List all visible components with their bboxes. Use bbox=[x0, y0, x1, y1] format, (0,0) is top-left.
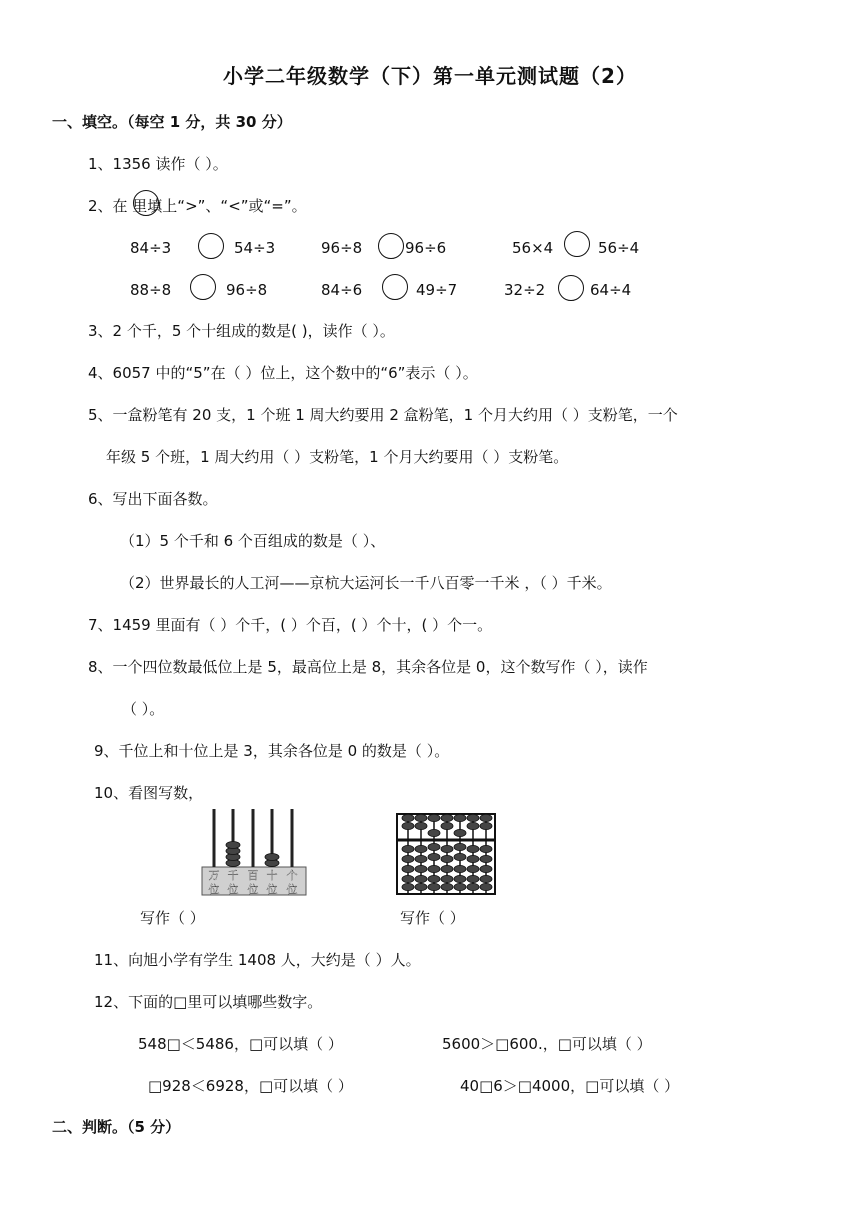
question-7: 7、1459 里面有（ ）个千，( ）个百，( ）个十，( ）个一。 bbox=[88, 616, 493, 634]
q2-expr: 96÷6 bbox=[405, 239, 447, 257]
abacus-bead bbox=[480, 883, 492, 890]
compare-circle[interactable] bbox=[198, 233, 224, 259]
q2-expr: 84÷3 bbox=[130, 239, 172, 257]
question-12-c: □928＜6928，□可以填（ ） bbox=[148, 1077, 353, 1095]
abacus-bead bbox=[441, 865, 453, 872]
compare-circle bbox=[133, 190, 159, 216]
q2-expr: 96÷8 bbox=[321, 239, 363, 257]
abacus-bead bbox=[428, 853, 440, 860]
abacus-bead bbox=[441, 822, 453, 829]
question-5-line-2: 年级 5 个班，1 周大约用（ ）支粉笔，1 个月大约要用（ ）支粉笔。 bbox=[106, 448, 569, 466]
abacus-bead bbox=[402, 883, 414, 890]
question-6-2: （2）世界最长的人工河——京杭大运河长一千八百零一千米 ，（ ）千米。 bbox=[120, 574, 612, 592]
compare-circle[interactable] bbox=[190, 274, 216, 300]
abacus-bead bbox=[467, 845, 479, 852]
abacus-bead bbox=[415, 822, 427, 829]
abacus-bead bbox=[415, 855, 427, 862]
place-label-suffix: 位 bbox=[286, 883, 298, 896]
abacus-bead bbox=[467, 814, 479, 821]
abacus-bead bbox=[454, 853, 466, 860]
place-label-suffix: 位 bbox=[208, 883, 220, 896]
place-label-suffix: 位 bbox=[247, 883, 259, 896]
page-title: 小学二年级数学（下）第一单元测试题（2） bbox=[223, 64, 637, 88]
abacus-bead bbox=[402, 865, 414, 872]
abacus-bead bbox=[441, 883, 453, 890]
place-label: 万 bbox=[208, 869, 220, 882]
compare-circle[interactable] bbox=[564, 231, 590, 257]
question-5-line-1: 5、一盒粉笔有 20 支，1 个班 1 周大约要用 2 盒粉笔，1 个月大约用（ ）支粉笔，一个 bbox=[88, 406, 678, 424]
abacus-bead bbox=[454, 875, 466, 882]
q2-expr: 56×4 bbox=[512, 239, 554, 257]
compare-circle[interactable] bbox=[378, 233, 404, 259]
abacus-bead bbox=[428, 843, 440, 850]
abacus-bead bbox=[454, 829, 466, 836]
abacus-bead bbox=[467, 822, 479, 829]
abacus-bead bbox=[402, 822, 414, 829]
question-8-line-1: 8、一个四位数最低位上是 5，最高位上是 8，其余各位是 0，这个数写作（ ），读作 bbox=[88, 658, 648, 676]
place-label-suffix: 位 bbox=[266, 883, 278, 896]
place-label: 千 bbox=[227, 869, 239, 882]
abacus-bead bbox=[454, 814, 466, 821]
compare-circle[interactable] bbox=[558, 275, 584, 301]
compare-circle[interactable] bbox=[382, 274, 408, 300]
question-11: 11、向旭小学有学生 1408 人，大约是（ ）人。 bbox=[94, 951, 421, 969]
q10-write-answer-1: 写作（ ） bbox=[140, 909, 205, 927]
abacus-bead bbox=[480, 865, 492, 872]
abacus-bead bbox=[415, 814, 427, 821]
place-label: 百 bbox=[247, 869, 259, 882]
q2-expr: 96÷8 bbox=[226, 281, 268, 299]
abacus-bead bbox=[454, 865, 466, 872]
abacus-bead bbox=[402, 855, 414, 862]
question-2: 2、在 里填上“>”、“<”或“=”。 bbox=[88, 197, 307, 215]
question-12: 12、下面的□里可以填哪些数字。 bbox=[94, 993, 323, 1011]
abacus-bead bbox=[428, 829, 440, 836]
question-12-b: 5600＞□600.，□可以填（ ） bbox=[442, 1035, 652, 1053]
abacus-bead bbox=[428, 814, 440, 821]
question-12-a: 548□＜5486，□可以填（ ） bbox=[138, 1035, 343, 1053]
abacus-bead bbox=[441, 875, 453, 882]
abacus-bead bbox=[467, 883, 479, 890]
section-2-heading: 二、判断。（5 分） bbox=[52, 1118, 181, 1136]
q2-expr: 49÷7 bbox=[416, 281, 458, 299]
abacus-bead bbox=[402, 845, 414, 852]
abacus-bead bbox=[402, 814, 414, 821]
q10-write-answer-2: 写作（ ） bbox=[400, 909, 465, 927]
abacus-bead bbox=[480, 845, 492, 852]
place-label-suffix: 位 bbox=[227, 883, 239, 896]
question-3: 3、2 个千，5 个十组成的数是( )，读作（ ）。 bbox=[88, 322, 395, 340]
question-6-1: （1）5 个千和 6 个百组成的数是（ ）、 bbox=[120, 532, 386, 550]
abacus-bead bbox=[441, 855, 453, 862]
q2-expr: 64÷4 bbox=[590, 281, 632, 299]
q2-expr: 88÷8 bbox=[130, 281, 172, 299]
abacus-bead bbox=[454, 843, 466, 850]
question-10: 10、看图写数， bbox=[94, 784, 204, 802]
abacus-bead bbox=[467, 855, 479, 862]
place-label: 十 bbox=[266, 869, 278, 882]
abacus-bead bbox=[441, 845, 453, 852]
abacus-bead bbox=[428, 883, 440, 890]
abacus-bead bbox=[480, 822, 492, 829]
abacus-bead bbox=[480, 814, 492, 821]
abacus-bead bbox=[467, 875, 479, 882]
q2-expr: 56÷4 bbox=[598, 239, 640, 257]
q2-expr: 32÷2 bbox=[504, 281, 546, 299]
abacus-bead bbox=[454, 883, 466, 890]
abacus-bead bbox=[441, 814, 453, 821]
q2-expr: 84÷6 bbox=[321, 281, 363, 299]
question-1: 1、1356 读作（ ）。 bbox=[88, 155, 228, 173]
abacus-bead bbox=[428, 865, 440, 872]
section-1-heading: 一、填空。（每空 1 分，共 30 分） bbox=[52, 113, 292, 131]
abacus-bead bbox=[480, 855, 492, 862]
abacus-bead bbox=[415, 875, 427, 882]
question-9: 9、千位上和十位上是 3，其余各位是 0 的数是（ ）。 bbox=[94, 742, 450, 760]
abacus-bead bbox=[415, 865, 427, 872]
abacus-bead bbox=[467, 865, 479, 872]
abacus-bead bbox=[402, 875, 414, 882]
question-4: 4、6057 中的“5”在（ ）位上，这个数中的“6”表示（ ）。 bbox=[88, 364, 478, 382]
counting-frame-image bbox=[200, 805, 310, 898]
question-12-d: 40□6＞□4000，□可以填（ ） bbox=[460, 1077, 680, 1095]
q2-expr: 54÷3 bbox=[234, 239, 276, 257]
question-6: 6、写出下面各数。 bbox=[88, 490, 218, 508]
abacus-bead bbox=[480, 875, 492, 882]
abacus-bead bbox=[415, 845, 427, 852]
question-8-line-2: （ ）。 bbox=[122, 700, 165, 718]
abacus-bead bbox=[415, 883, 427, 890]
abacus-bead bbox=[428, 875, 440, 882]
place-label: 个 bbox=[286, 869, 298, 882]
bead-abacus-image bbox=[396, 813, 496, 895]
